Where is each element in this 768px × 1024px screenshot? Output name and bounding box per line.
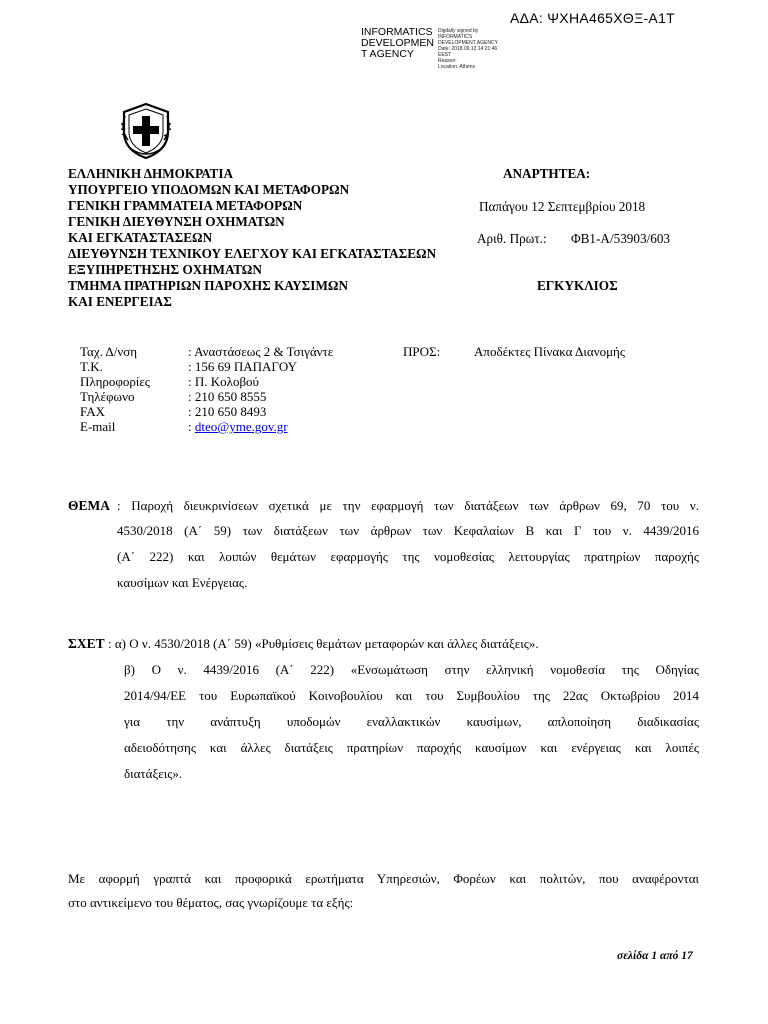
anartitea-label: ΑΝΑΡΤΗΤΕΑ:	[503, 166, 591, 181]
contact-label: Τ.Κ.	[80, 359, 103, 374]
signature-detail: Location: Athens	[438, 64, 475, 70]
thema-line: 4530/2018 (Α΄ 59) των διατάξεων των άρθρων των Κεφαλαίων Β και Γ του ν. 4439/2016	[117, 523, 699, 538]
protocol-label: Αριθ. Πρωτ.:	[477, 231, 547, 246]
contact-value: : 156 69 ΠΑΠΑΓΟΥ	[188, 359, 298, 374]
contact-label: FAX	[80, 404, 106, 419]
header-line: ΥΠΟΥΡΓΕΙΟ ΥΠΟΔΟΜΩΝ ΚΑΙ ΜΕΤΑΦΟΡΩΝ	[68, 182, 350, 197]
body-line: Με αφορμή γραπτά και προφορικά ερωτήματα Υπηρεσιών, Φορέων και πολιτών, που αναφέρονται	[68, 871, 699, 886]
contact-value: : 210 650 8493	[188, 404, 267, 419]
email-link[interactable]: dteo@yme.gov.gr	[194, 419, 288, 434]
document-date: Παπάγου 12 Σεπτεμβρίου 2018	[479, 199, 646, 214]
signature-detail: DEVELOPMENT AGENCY	[438, 40, 498, 46]
thema-label: ΘΕΜΑ	[68, 498, 110, 513]
signature-detail: Digitally signed by	[438, 28, 479, 34]
header-line: ΔΙΕΥΘΥΝΣΗ ΤΕΧΝΙΚΟΥ ΕΛΕΓΧΟΥ ΚΑΙ ΕΓΚΑΤΑΣΤΑΣΕΩΝ	[68, 246, 437, 261]
signature-detail: Reason:	[438, 58, 457, 64]
header-line: ΕΛΛΗΝΙΚΗ ΔΗΜΟΚΡΑΤΙΑ	[68, 166, 233, 181]
contact-label: Πληροφορίες	[80, 374, 150, 389]
contact-label: Τηλέφωνο	[80, 389, 135, 404]
sxet-line-b: για την ανάπτυξη υποδομών εναλλακτικών καυσίμων, απλοποίηση διαδικασίας	[124, 714, 699, 729]
body-line: στο αντικείμενο του θέματος, σας γνωρίζουμε τα εξής:	[68, 895, 354, 910]
signature-org-line: T AGENCY	[361, 48, 414, 60]
signature-details	[438, 28, 498, 70]
sxet-line-b: β) Ο ν. 4439/2016 (Α΄ 222) «Ενσωμάτωση στην ελληνική νομοθεσία της Οδηγίας	[124, 662, 699, 677]
signature-detail: Date: 2018.09.12 14:21:46	[438, 46, 498, 52]
greek-emblem-icon	[116, 100, 176, 167]
ada-code: ΑΔΑ: ΨΧΗΑ465ΧΘΞ-Α1Τ	[510, 10, 676, 26]
contact-label: E-mail	[80, 419, 116, 434]
thema-line: καυσίμων και Ενέργειας.	[117, 575, 248, 590]
egkyklios-label: ΕΓΚΥΚΛΙΟΣ	[537, 278, 618, 293]
page-number: σελίδα 1 από 17	[617, 950, 693, 962]
contact-value: : Π. Κολοβού	[188, 374, 259, 389]
contact-values	[188, 344, 333, 434]
thema-line: (Α΄ 222) και λοιπών θεμάτων εφαρμογής της νομοθεσίας λειτουργίας πρατηρίων παροχής	[117, 549, 699, 564]
contact-value: : 210 650 8555	[188, 389, 267, 404]
sxet-line-a: : α) Ο ν. 4530/2018 (Α΄ 59) «Ρυθμίσεις θεμάτων μεταφορών και άλλες διατάξεις».	[108, 636, 539, 651]
protocol-number: ΦΒ1-Α/53903/603	[571, 231, 671, 246]
email-colon: :	[188, 419, 195, 434]
header-line: ΕΞΥΠΗΡΕΤΗΣΗΣ ΟΧΗΜΑΤΩΝ	[68, 262, 262, 277]
pros-value: Αποδέκτες Πίνακα Διανομής	[474, 344, 625, 359]
sxet-line-b: αδειοδότησης και άλλες διατάξεις πρατηρίων παροχής καυσίμων και ενέργειας και λοιπές	[124, 740, 699, 755]
header-line: ΚΑΙ ΕΓΚΑΤΑΣΤΑΣΕΩΝ	[68, 230, 213, 245]
sxet-line-b: 2014/94/ΕΕ του Ευρωπαϊκού Κοινοβουλίου και του Συμβουλίου της 22ας Οκτωβρίου 2014	[124, 688, 699, 703]
signature-detail: EEST	[438, 52, 452, 58]
header-line: ΓΕΝΙΚΗ ΓΡΑΜΜΑΤΕΙΑ ΜΕΤΑΦΟΡΩΝ	[68, 198, 303, 213]
sxet-line-b: διατάξεις».	[124, 766, 183, 781]
pros-label: ΠΡΟΣ:	[403, 344, 441, 359]
header-line: ΚΑΙ ΕΝΕΡΓΕΙΑΣ	[68, 294, 172, 309]
signature-detail: INFORMATICS	[438, 34, 473, 40]
sxet-label: ΣΧΕΤ	[68, 636, 105, 651]
signature-org-line: DEVELOPMEN	[361, 37, 434, 49]
header-line: ΓΕΝΙΚΗ ΔΙΕΥΘΥΝΣΗ ΟΧΗΜΑΤΩΝ	[68, 214, 285, 229]
contact-value: : Αναστάσεως 2 & Τσιγάντε	[188, 344, 334, 359]
header-ministry	[68, 166, 436, 310]
signature-org	[361, 27, 434, 60]
contact-label: Ταχ. Δ/νση	[80, 344, 138, 359]
header-line: ΤΜΗΜΑ ΠΡΑΤΗΡΙΩΝ ΠΑΡΟΧΗΣ ΚΑΥΣΙΜΩΝ	[68, 278, 348, 293]
contact-labels	[80, 344, 150, 434]
signature-org-line: INFORMATICS	[361, 26, 433, 38]
thema-line: : Παροχή διευκρινίσεων σχετικά με την εφαρμογή των διατάξεων των άρθρων 69, 70 του ν.	[117, 498, 699, 513]
